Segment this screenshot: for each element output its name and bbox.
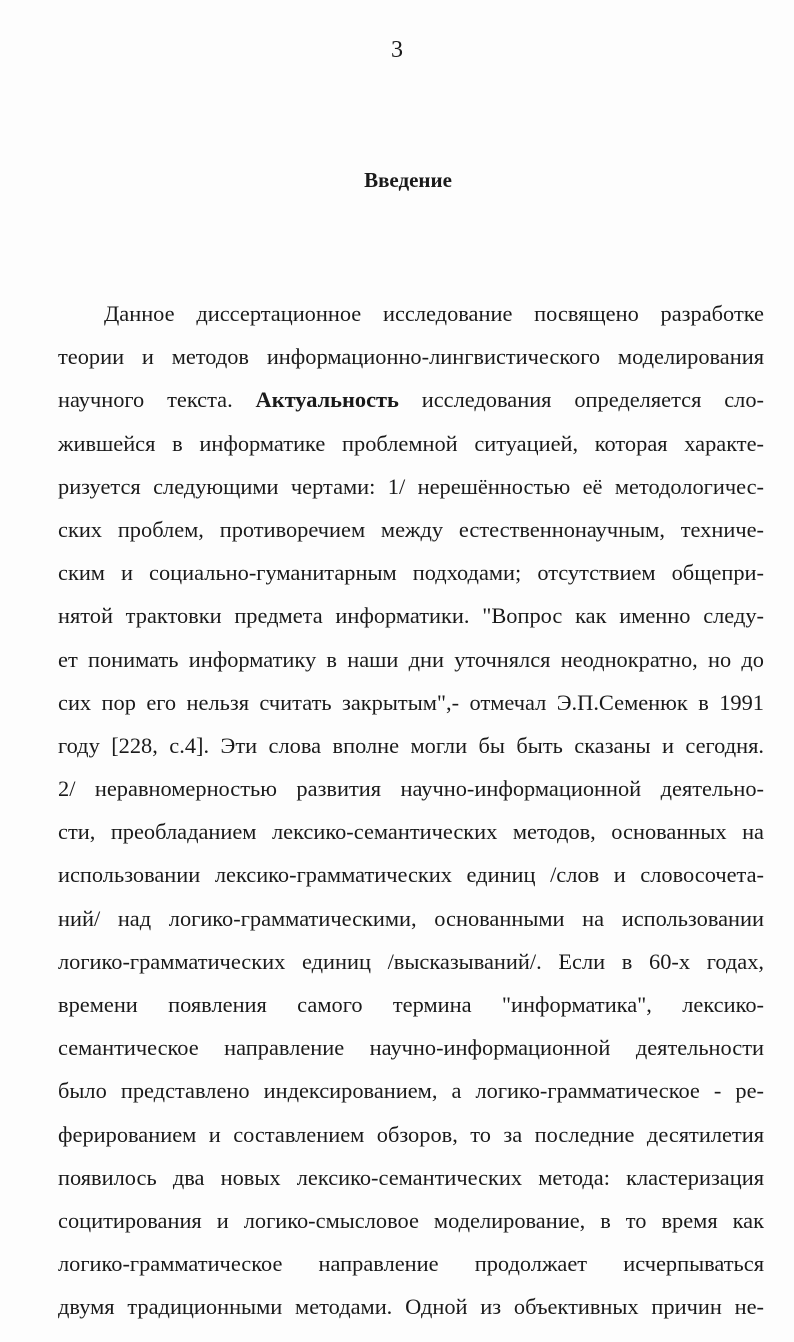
text-line: логико-грамматическое направление продолжает исчерпываться	[58, 1251, 764, 1277]
page-number: 3	[391, 37, 403, 63]
text-line: ских проблем, противоречием между естественнонаучным, техниче-	[58, 516, 764, 542]
text-line: ским и социально-гуманитарным подходами; отсутствием общепри-	[58, 560, 764, 586]
text-line: теории и методов информационно-лингвистического моделирования	[58, 344, 764, 370]
text-line: нятой трактовки предмета информатики. "Вопрос как именно следу-	[58, 603, 764, 629]
text-line: использовании лексико-грамматических единиц /слов и словосочета-	[58, 862, 764, 888]
text-line: ферированием и составлением обзоров, то за последние десятилетия	[58, 1121, 764, 1147]
text-run: исследования определяется сло-	[398, 387, 764, 413]
text-line: семантическое направление научно-информационной деятельности	[58, 1035, 764, 1061]
text-line: социтирования и логико-смысловое моделирование, в то время как	[58, 1207, 764, 1233]
text-run: научного текста.	[58, 387, 256, 413]
emphasis-term: Актуальность	[255, 387, 399, 413]
text-line: ризуется следующими чертами: 1/ нерешённостью её методологичес-	[58, 473, 764, 499]
text-line: ний/ над логико-грамматическими, основанными на использовании	[58, 905, 764, 931]
text-line: жившейся в информатике проблемной ситуацией, которая характе-	[58, 430, 764, 456]
text-line: времени появления самого термина "информатика", лексико-	[58, 992, 764, 1017]
text-line: логико-грамматических единиц /высказываний/. Если в 60-х годах,	[58, 948, 764, 974]
text-line: 2/ неравномерностью развития научно-информационной деятельно-	[58, 776, 764, 802]
text-line	[58, 378, 764, 421]
text-line: двумя традиционными методами. Одной из объективных причин не-	[58, 1294, 764, 1320]
text-line: сти, преобладанием лексико-семантических методов, основанных на	[58, 819, 764, 845]
text-line: ет понимать информатику в наши дни уточнялся неоднократно, но до	[58, 646, 764, 672]
text-line: было представлено индексированием, а логико-грамматическое - ре-	[58, 1078, 764, 1104]
text-line: Данное диссертационное исследование посвящено разработке	[104, 301, 764, 326]
text-line: появилось два новых лексико-семантических метода: кластеризация	[58, 1164, 764, 1190]
text-line: сих пор его нельзя считать закрытым",- отмечал Э.П.Семенюк в 1991	[58, 689, 764, 715]
text-line: году [228, с.4]. Эти слова вполне могли бы быть сказаны и сегодня.	[58, 732, 764, 758]
body-paragraph	[58, 292, 764, 1329]
section-title: Введение	[364, 168, 452, 192]
